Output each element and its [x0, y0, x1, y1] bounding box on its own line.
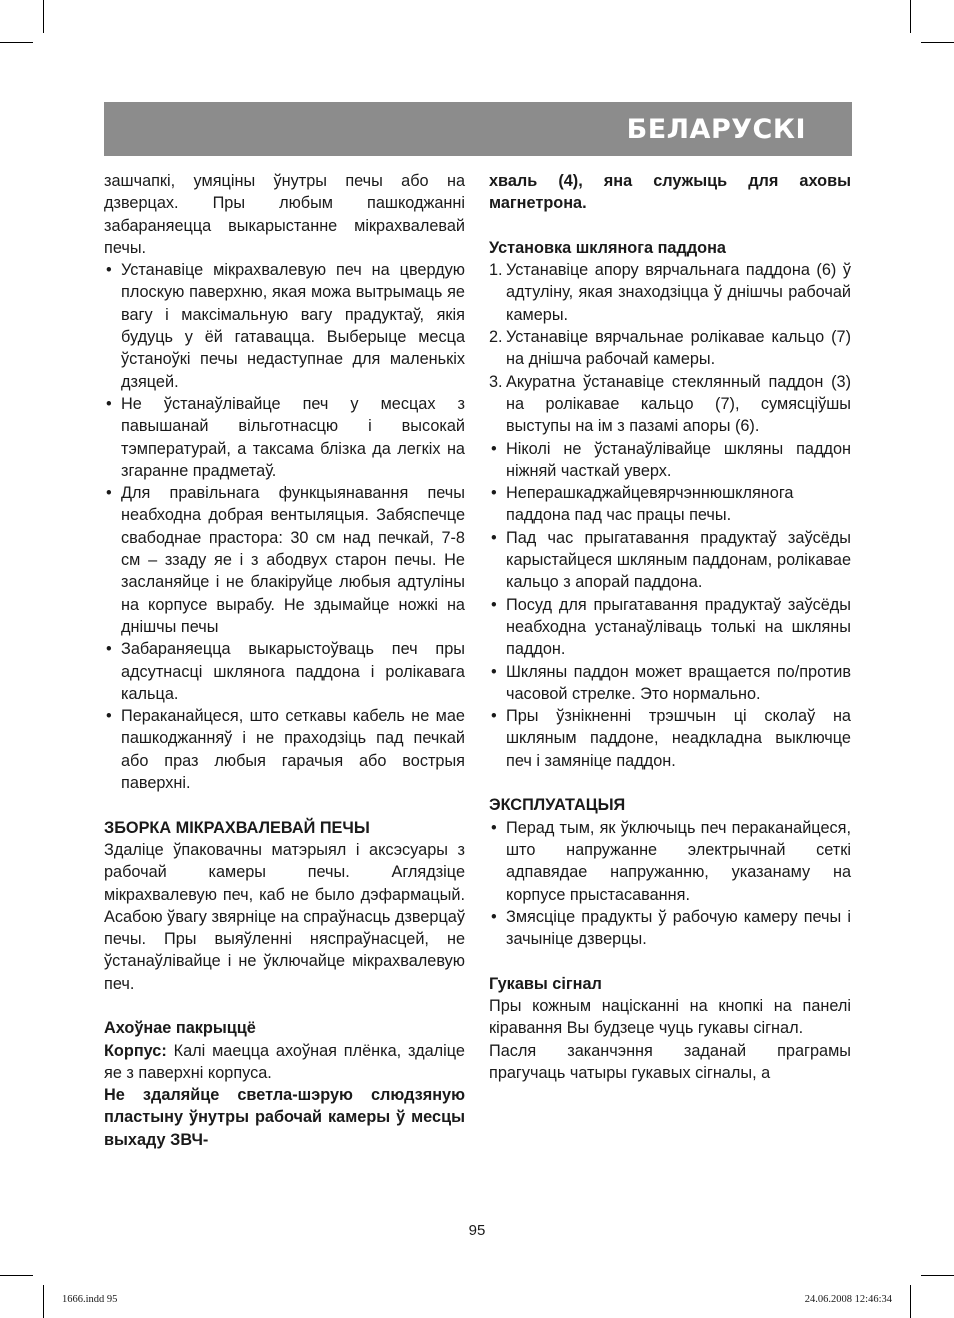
bullet-icon: • [491, 439, 497, 458]
installation-bullet-list [104, 259, 465, 794]
bullet-icon: • [491, 595, 497, 614]
cover-warning: Не здаляйце светла-шэрую слюдзяную пластыну ўнутры рабочай камеры ў месцы выхаду ЗВЧ- [104, 1086, 465, 1149]
date-info: 24.06.2008 12:46:34 [804, 1294, 892, 1305]
section-heading-operation: ЭКСПЛУАТАЦЫЯ [489, 796, 626, 815]
operation-bullet-list [489, 817, 851, 951]
page-number: 95 [468, 1222, 486, 1239]
crop-mark [43, 1285, 44, 1318]
bullet-icon: • [491, 528, 497, 547]
intro-paragraph: зашчапкі, умяціны ўнутры печы або на дзверцах. Пры любым пашкоджанні забараняецца выкарыстанне мікрахвалевай печы. [104, 172, 465, 257]
crop-mark [921, 42, 954, 43]
warning-continuation: хваль (4), яна служыць для аховы магнетрона. [489, 172, 851, 213]
list-item: • Для правільнага функцыянавання печы неабходна добрая вентыляцыя. Забяспечце свабоднае прастора: 30 см над печкай, 7-8 см – ззаду яе і з абодвух старон печы. Не засланяйце і не блакіруйце любыя адтуліны на корпусе вырабу. Не здымайце ножкі на днішчы печы [106, 484, 465, 636]
bullet-icon: • [491, 818, 497, 837]
assembly-paragraph: Здаліце ўпаковачны матэрыял і аксэсуары з рабочай камеры печы. Аглядзіце мікрахвалевую печ, каб не было дэфармацый. Асабою ўвагу звярніце на спраўнасць дзверцаў печы. Пры выяўленні няспраўнасцей, не ўстанаўлівайце і не ўключайце мікрахвалевую печ. [104, 840, 465, 993]
list-item: 1. Устанавіце апору вярчальнага паддона (6) ў адтуліну, якая знаходзіцца ў днішчы рабочай камеры. [489, 261, 851, 324]
crop-mark [910, 0, 911, 33]
bullet-icon: • [491, 484, 497, 503]
section-heading-protective-cover: Ахоўнае пакрыццё [104, 1019, 256, 1038]
crop-mark [43, 0, 44, 33]
section-heading-assembly: ЗБОРКА МІКРАХВАЛЕВАЙ ПЕЧЫ [104, 818, 370, 837]
crop-mark [921, 1275, 954, 1276]
list-item: • Забараняецца выкарыстоўваць печ пры адсутнасці шклянога паддона і ролікавага кальца. [106, 640, 465, 703]
list-item: • Перад тым, як ўключыць печ пераканайцеся, што напружанне электрычнай сеткі адпавядае напружанню, указанаму на корпусе прыстасавання. [491, 818, 851, 904]
bullet-icon: • [491, 907, 497, 926]
left-column [104, 170, 465, 1151]
list-item: 2. Устанавіце вярчальнае ролікавае кальцо (7) на днішча рабочай камеры. [489, 328, 851, 369]
list-item: • Шкляны паддон может вращается по/против часовой стрелке. Это нормально. [491, 662, 851, 703]
tray-bullet-list [489, 438, 851, 772]
cover-paragraph: Корпус: Калі маецца ахоўная плёнка, здаліце яе з паверхні корпуса. [104, 1041, 465, 1082]
language-title: БЕЛАРУСКІ [626, 114, 806, 145]
list-item: • Пераканайцеся, што сеткавы кабель не мае пашкоджанняў і не праходзіць пад печкай або праз любыя гарачыя або вострыя паверхні. [106, 707, 465, 793]
right-column [489, 170, 851, 1084]
list-item: • Неперашкаджайцевярчэннюшклянога паддона пад час працы печы. [491, 484, 794, 525]
list-item: 3. Акуратна ўстанавіце стеклянный паддон (3) на ролікавае кальцо (7), сумясціўшы выступы на ім з пазамі апоры (6). [489, 372, 851, 436]
bullet-icon: • [106, 261, 112, 280]
list-item: • Ніколі не ўстанаўлівайце шкляны паддон ніжняй часткай уверх. [491, 439, 851, 480]
crop-mark [0, 42, 33, 43]
crop-mark [910, 1285, 911, 1318]
section-heading-tray-installation: Установка шклянога паддона [489, 238, 726, 257]
list-item: • Пры ўзнікненні трэшчын ці сколаў на шкляным паддоне, неадкладна выключце печ і замяніце паддон. [491, 707, 851, 770]
list-item: • Устанавіце мікрахвалевую печ на цвердую плоскую паверхню, якая можа вытрымаць яе вагу і максімальную вагу прадуктаў, якія будуць у ёй гатавацца. Выберыце месца ўстаноўкі печы недаступнае для маленькіх дзяцей. [106, 261, 465, 391]
list-item: • Змясціце прадукты ў рабочую камеру печы і зачыніце дзверцы. [491, 907, 851, 949]
bullet-icon: • [106, 707, 112, 726]
bullet-icon: • [106, 484, 112, 503]
section-heading-sound-signal: Гукавы сігнал [489, 974, 602, 993]
file-info: 1666.indd 95 [62, 1294, 118, 1305]
list-item: • Пад час прыгатавання прадуктаў заўсёды карыстайцеся шкляным паддонам, ролікавае кальцо з апорай паддона. [491, 528, 851, 592]
language-header-bar [104, 102, 852, 156]
bullet-icon: • [106, 640, 112, 659]
bullet-icon: • [106, 394, 112, 413]
crop-mark [0, 1275, 33, 1276]
bullet-icon: • [491, 707, 497, 726]
list-item: • Не ўстанаўлівайце печ у месцах з павышанай вільготнасцю і высокай тэмпературай, а таксама блізка да легкіх на згаранне прадметаў. [106, 394, 465, 480]
list-item: • Посуд для прыгатавання прадуктаў заўсёды неабходна устанаўліваць толькі на шкляны паддон. [491, 595, 851, 659]
tray-steps-list [489, 259, 851, 437]
cover-label: Корпус: [104, 1041, 167, 1060]
sound-paragraph-1: Пры кожным націсканні на кнопкі на панелі кіравання Вы будзеце чуць гукавы сігнал. [489, 996, 851, 1038]
sound-paragraph-2: Пасля заканчэння заданай праграмы прагучаць чатыры гукавых сігналы, а [489, 1041, 851, 1082]
bullet-icon: • [491, 662, 497, 681]
